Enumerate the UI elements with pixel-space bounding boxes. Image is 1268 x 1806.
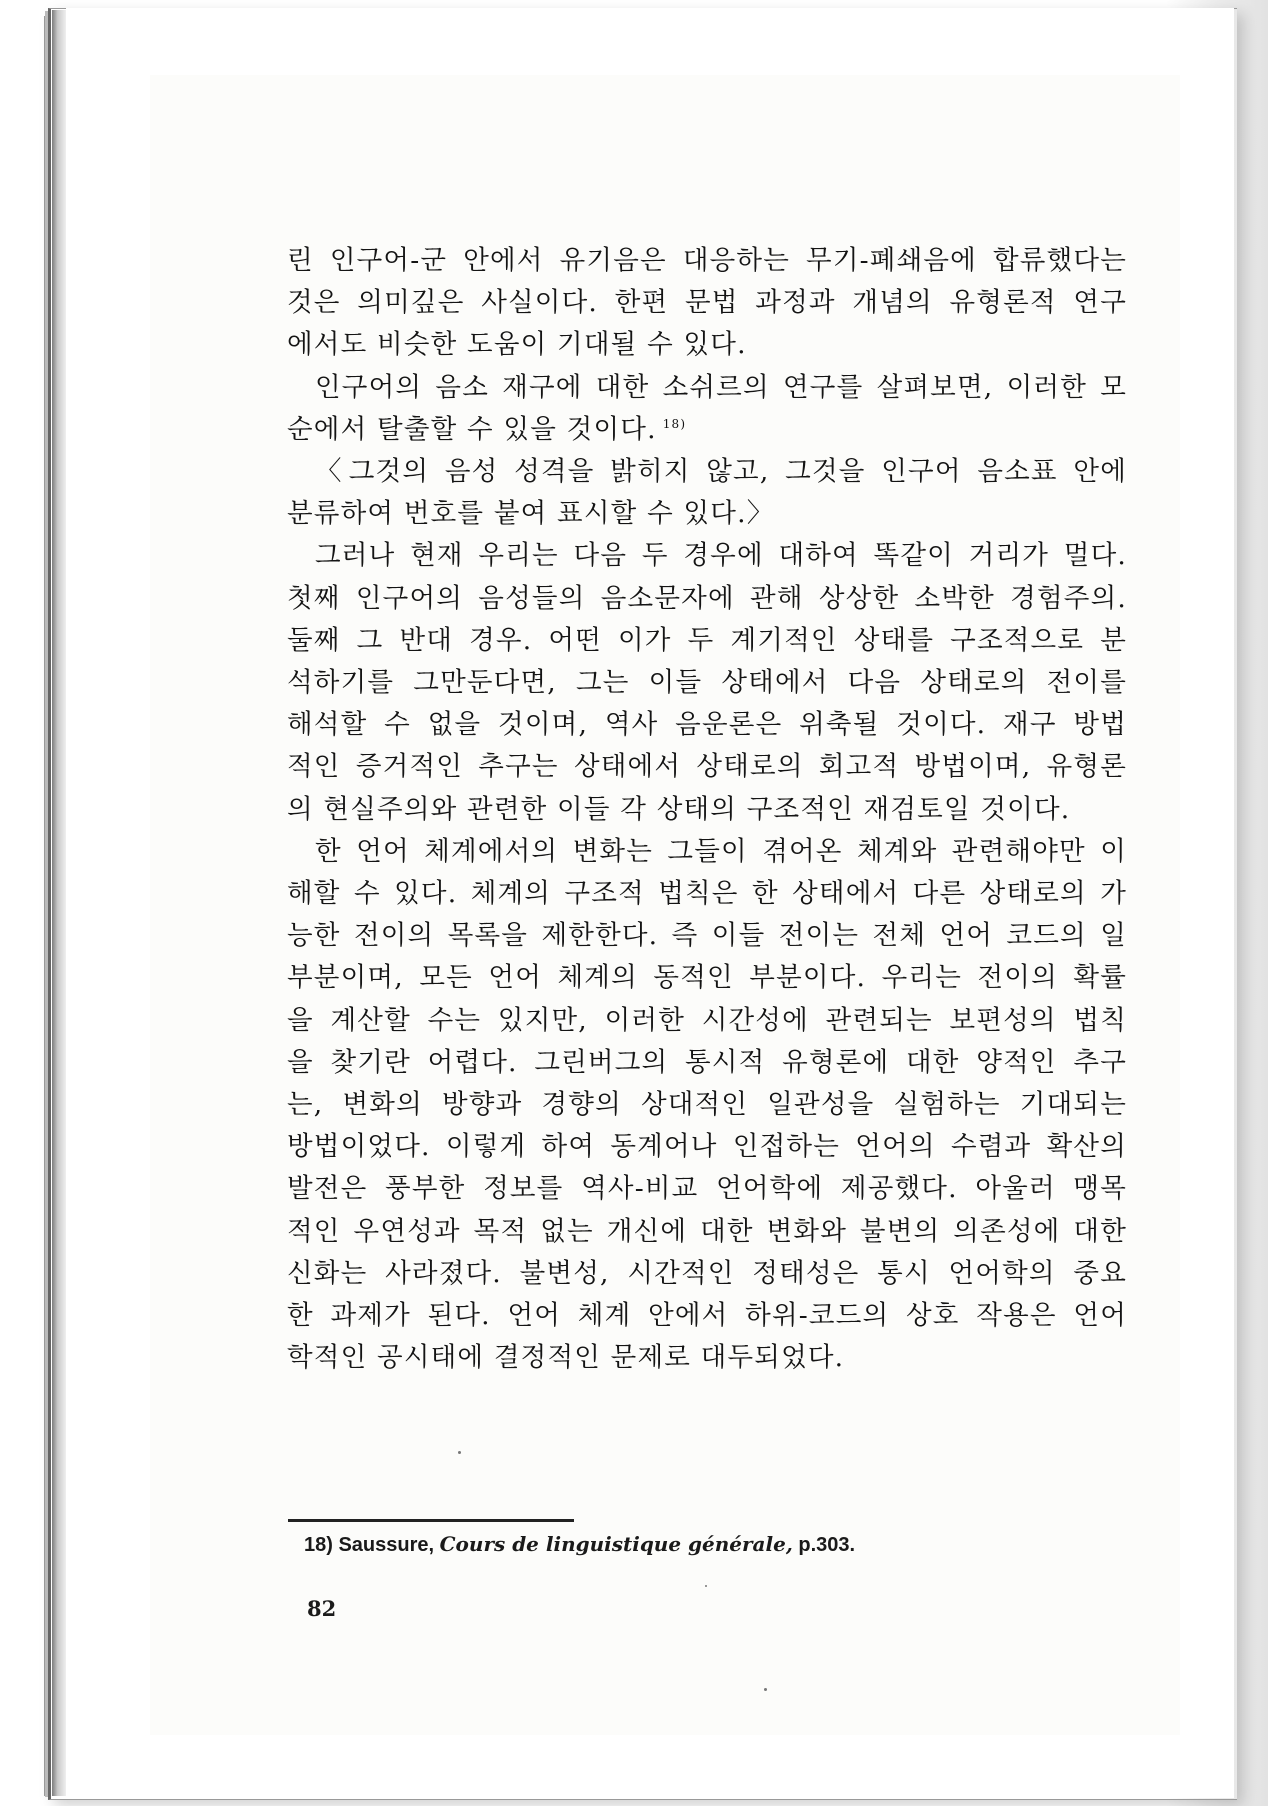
line: 을 계산할 수는 있지만, 이러한 시간성에 관련되는 보편성의 법칙 <box>287 1004 1127 1036</box>
line: 해할 수 있다. 체계의 구조적 법칙은 한 상태에서 다른 상태로의 가 <box>287 878 1127 910</box>
footnote-reference: 18) <box>662 416 687 431</box>
line: 린 인구어-군 안에서 유기음은 대응하는 무기-폐쇄음에 합류했다는 <box>287 245 1127 276</box>
line: 을 찾기란 어렵다. 그린버그의 통시적 유형론에 대한 양적인 추구 <box>287 1046 1127 1078</box>
line: 의 현실주의와 관련한 이들 각 상태의 구조적인 재검토일 것이다. <box>287 793 1071 825</box>
line: 부분이며, 모든 언어 체계의 동적인 부분이다. 우리는 전이의 확률 <box>287 962 1127 994</box>
scan-speck <box>458 1451 461 1454</box>
line-text: 순에서 탈출할 수 있을 것이다. <box>287 413 657 445</box>
line: 인구어의 음소 재구에 대한 소쉬르의 연구를 살펴보면, 이러한 모 <box>315 371 1127 403</box>
footnote-number: 18) <box>304 1534 333 1556</box>
line: 적인 증거적인 추구는 상태에서 상태로의 회고적 방법이며, 유형론 <box>287 751 1127 783</box>
line: 에서도 비슷한 도움이 기대될 수 있다. <box>287 329 747 361</box>
line: 둘째 그 반대 경우. 어떤 이가 두 계기적인 상태를 구조적으로 분 <box>287 624 1127 656</box>
line: 학적인 공시태에 결정적인 문제로 대두되었다. <box>287 1342 845 1374</box>
line: 해석할 수 없을 것이며, 역사 음운론은 위축될 것이다. 재구 방법 <box>287 709 1127 741</box>
line: 〈그것의 음성 성격을 밝히지 않고, 그것을 인구어 음소표 안에 <box>315 456 1127 488</box>
line: 능한 전이의 목록을 제한한다. 즉 이들 전이는 전체 언어 코드의 일 <box>287 920 1127 952</box>
line: 첫째 인구어의 음성들의 음소문자에 관해 상상한 소박한 경험주의. <box>287 582 1127 614</box>
scan-speck <box>764 1688 767 1691</box>
line: 것은 의미깊은 사실이다. 한편 문법 과정과 개념의 유형론적 연구 <box>287 287 1127 319</box>
footnote-title: Cours de linguistique générale, <box>439 1532 793 1556</box>
body-text <box>287 240 1127 1379</box>
page-number: 82 <box>307 1596 337 1621</box>
scan-speck <box>705 1585 707 1587</box>
line: 신화는 사라졌다. 불변성, 시간적인 정태성은 통시 언어학의 중요 <box>287 1257 1127 1289</box>
line: 한 과제가 된다. 언어 체계 안에서 하위-코드의 상호 작용은 언어 <box>287 1300 1127 1332</box>
line: 분류하여 번호를 붙여 표시할 수 있다.〉 <box>287 498 775 530</box>
line: 한 언어 체계에서의 변화는 그들이 겪어온 체계와 관련해야만 이 <box>315 835 1127 867</box>
line: 석하기를 그만둔다면, 그는 이들 상태에서 다음 상태로의 전이를 <box>287 667 1127 699</box>
footnote-page: p.303. <box>798 1534 856 1556</box>
footnote-author: Saussure, <box>338 1534 435 1556</box>
footnote-divider <box>288 1519 574 1522</box>
line: 는, 변화의 방향과 경향의 상대적인 일관성을 실험하는 기대되는 <box>287 1089 1127 1121</box>
line: 방법이었다. 이렇게 하여 동계어나 인접하는 언어의 수렴과 확산의 <box>287 1131 1127 1163</box>
line: 그러나 현재 우리는 다음 두 경우에 대하여 똑같이 거리가 멀다. <box>315 540 1127 572</box>
line: 발전은 풍부한 정보를 역사-비교 언어학에 제공했다. 아울러 맹목 <box>287 1173 1127 1205</box>
footnote <box>304 1527 1064 1562</box>
line: 적인 우연성과 목적 없는 개신에 대한 변화와 불변의 의존성에 대한 <box>287 1215 1127 1247</box>
line <box>287 409 1127 451</box>
page-edge <box>52 10 66 1796</box>
